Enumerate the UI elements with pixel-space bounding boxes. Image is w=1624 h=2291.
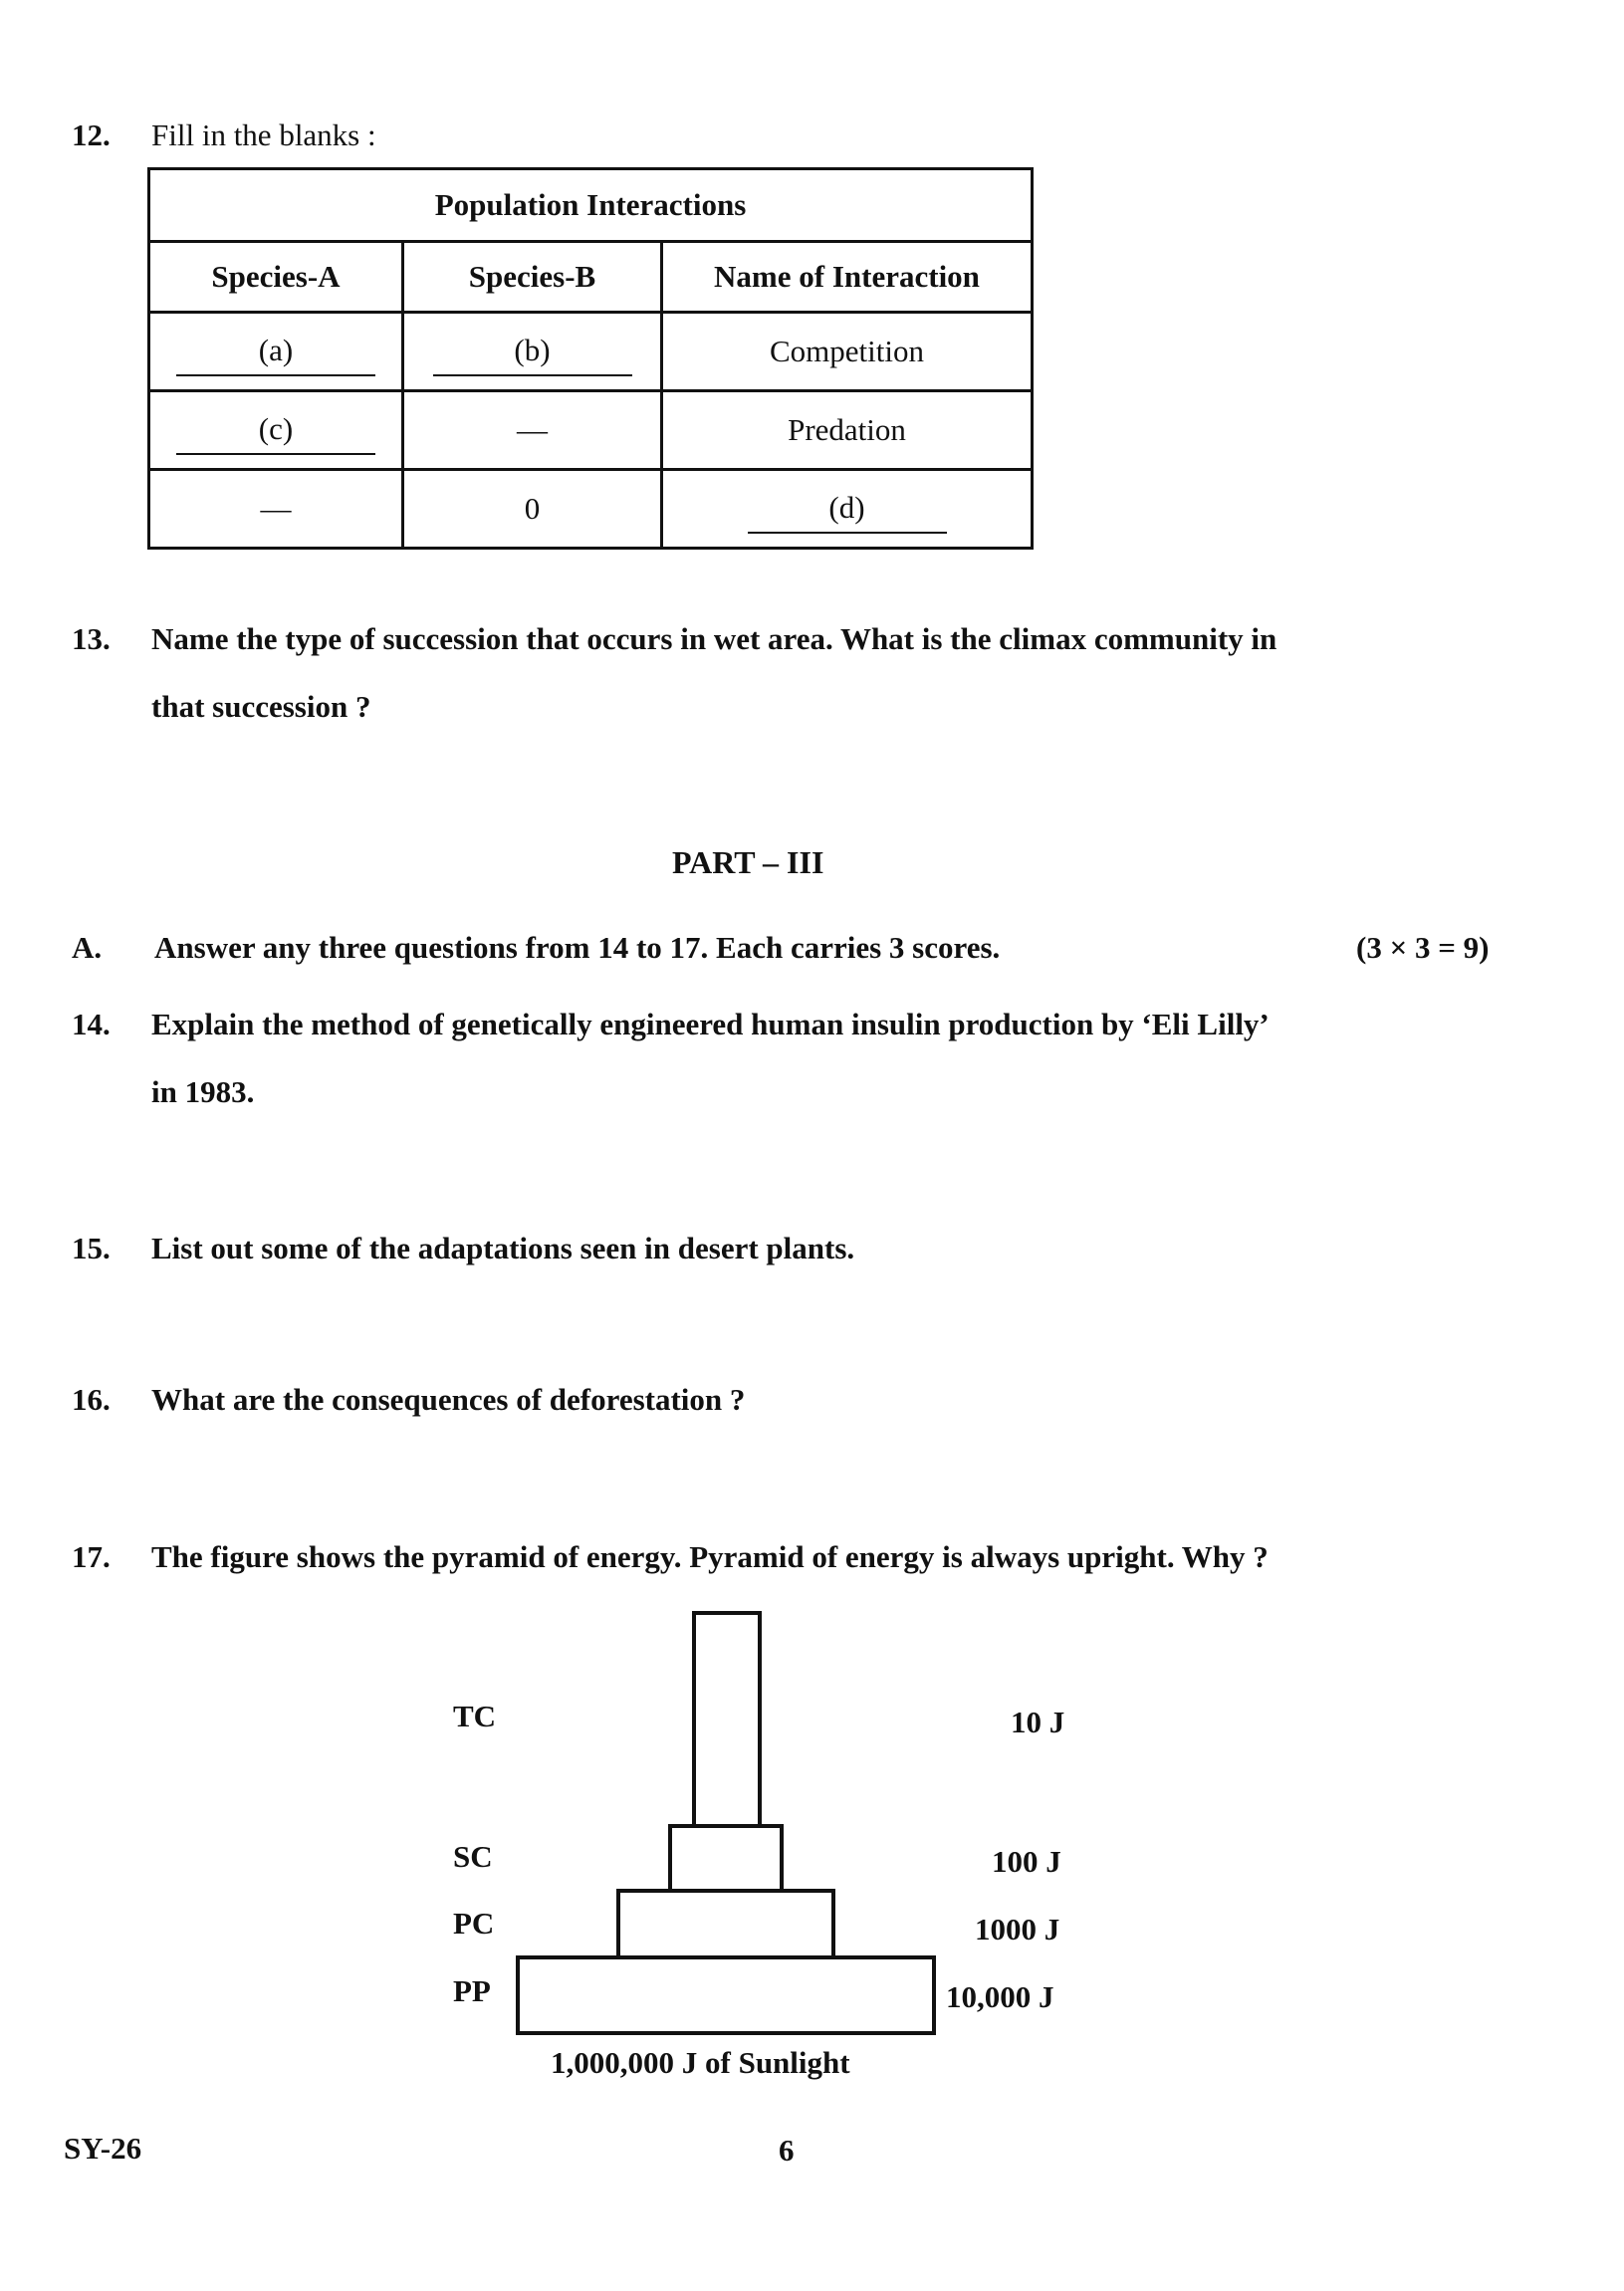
pyramid-bar-tc — [694, 1613, 760, 1826]
question-15-number: 15. — [72, 1231, 111, 1265]
pyramid-base-label: 1,000,000 J of Sunlight — [551, 2045, 850, 2080]
pyramid-bar-sc — [670, 1826, 782, 1891]
question-14-line-1: Explain the method of genetically engineered human insulin production by ‘Eli Lilly’ — [151, 1007, 1270, 1041]
table-header-interaction: Name of Interaction — [662, 242, 1033, 313]
pyramid-level-tc-name: TC — [453, 1699, 497, 1733]
table-cell: 0 — [403, 470, 662, 549]
question-17-text: The figure shows the pyramid of energy. Pyramid of energy is always upright. Why ? — [151, 1539, 1269, 1574]
table-cell: — — [149, 470, 403, 549]
question-16-text: What are the consequences of deforestation ? — [151, 1382, 746, 1417]
blank-a: (a) — [176, 333, 375, 376]
question-13-number: 13. — [72, 621, 111, 656]
question-16-number: 16. — [72, 1382, 111, 1417]
question-12-number: 12. — [72, 117, 111, 152]
blank-b: (b) — [433, 333, 632, 376]
question-14-line-2: in 1983. — [151, 1074, 255, 1109]
pyramid-level-pp-name: PP — [453, 1973, 491, 2008]
section-instruction: Answer any three questions from 14 to 17. Each carries 3 scores. — [154, 930, 1001, 965]
blank-d: (d) — [748, 490, 947, 534]
page-number: 6 — [779, 2133, 795, 2168]
question-17-number: 17. — [72, 1539, 111, 1574]
question-13-line-2: that succession ? — [151, 689, 371, 724]
table-cell: — — [403, 391, 662, 470]
table-title: Population Interactions — [149, 169, 1033, 242]
question-12-text: Fill in the blanks : — [151, 117, 376, 152]
pyramid-level-pc-name: PC — [453, 1906, 495, 1941]
table-header-species-b: Species-B — [403, 242, 662, 313]
pyramid-bar-pc — [618, 1891, 833, 1957]
blank-c: (c) — [176, 411, 375, 455]
section-letter: A. — [72, 930, 103, 965]
pyramid-level-pp-energy: 10,000 J — [946, 1979, 1054, 2014]
question-14-number: 14. — [72, 1007, 111, 1041]
question-15-text: List out some of the adaptations seen in desert plants. — [151, 1231, 855, 1265]
question-13-line-1: Name the type of succession that occurs in wet area. What is the climax community in — [151, 621, 1277, 656]
part-title: PART – III — [672, 844, 824, 880]
pyramid-level-pc-energy: 1000 J — [975, 1912, 1060, 1947]
footer-code: SY-26 — [64, 2131, 142, 2166]
pyramid-level-sc-energy: 100 J — [992, 1844, 1061, 1879]
table-header-species-a: Species-A — [149, 242, 403, 313]
pyramid-bar-pp — [518, 1957, 934, 2033]
table-cell: Competition — [662, 313, 1033, 391]
table-cell: Predation — [662, 391, 1033, 470]
pyramid-level-sc-name: SC — [453, 1839, 493, 1874]
pyramid-level-tc-energy: 10 J — [1011, 1705, 1065, 1739]
section-marks: (3 × 3 = 9) — [1356, 930, 1490, 965]
